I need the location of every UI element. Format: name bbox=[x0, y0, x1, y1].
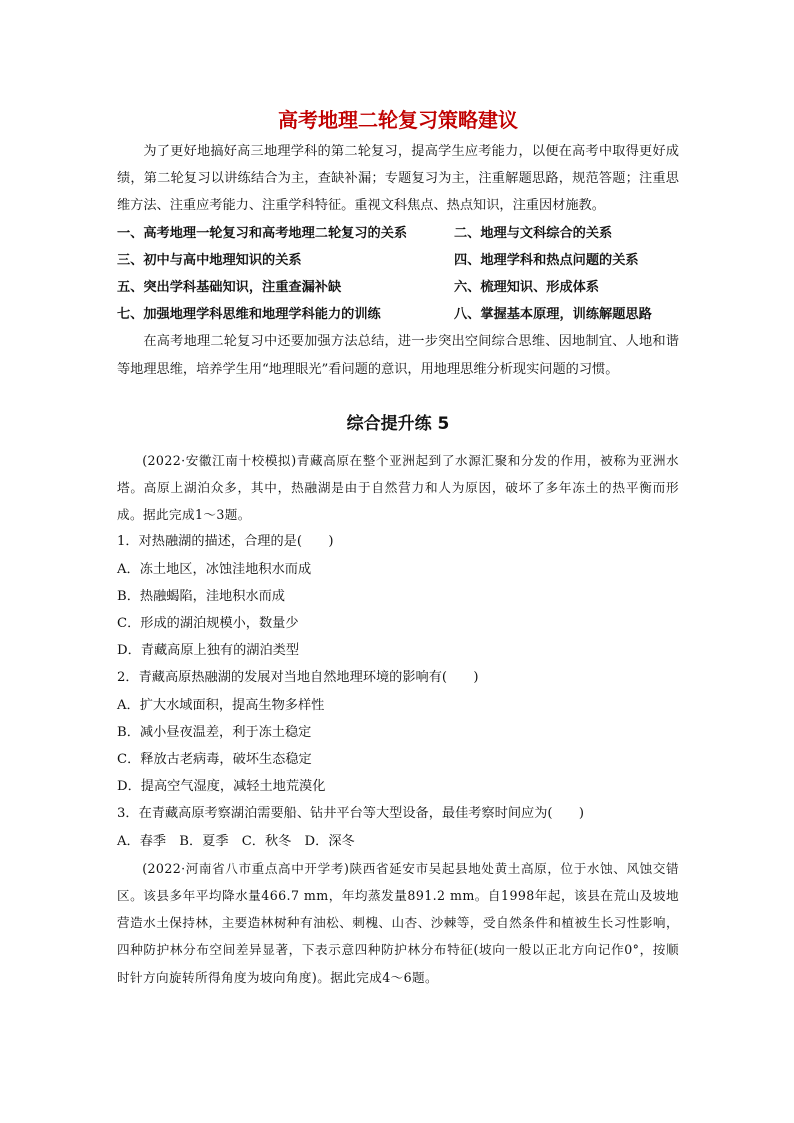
question-stem-2: (2022·河南省八市重点高中开学考)陕西省延安市吴起县地处黄土高原，位于水蚀、风蚀交错区。该县多年平均降水量466.7 mm，年均蒸发量891.2 mm。自1998年起，该县在荒山及坡地营造水土保持林，主要造林树种有油松、刺槐、山杏、沙棘等，受自然条件和植被生长习性影响，四种防护林分布空间差异显著，下表示意四种防护林分布特征(坡向一般以正北方向记作0°，按顺时针方向旋转所得角度为坡向角度)。据此完成4～6题。 bbox=[117, 860, 679, 985]
option: D．提高空气湿度，减轻土地荒漠化 bbox=[117, 779, 326, 795]
option: B．热融蝎陷，洼地积水而成 bbox=[117, 588, 285, 604]
exercise-title: 综合提升练 5 bbox=[346, 413, 450, 434]
key-point: 八、掌握基本原理，训练解题思路 bbox=[454, 307, 652, 323]
page-content bbox=[117, 98, 679, 991]
strategy-title: 高考地理二轮复习策略建议 bbox=[278, 108, 518, 132]
option: B．减小昼夜温差，利于冻土稳定 bbox=[117, 724, 312, 740]
key-point: 二、地理与文科综合的关系 bbox=[454, 225, 613, 241]
key-point: 五、突出学科基础知识，注重查漏补缺 bbox=[117, 280, 342, 296]
option: A．扩大水域面积，提高生物多样性 bbox=[117, 697, 325, 713]
option: C．释放古老病毒，破坏生态稳定 bbox=[117, 752, 312, 768]
key-point: 四、地理学科和热点问题的关系 bbox=[454, 252, 639, 268]
question-3: 3．在青藏高原考察湖泊需要船、钻井平台等大型设备，最佳考察时间应为( ) bbox=[117, 806, 585, 822]
intro-paragraph: 为了更好地搞好高三地理学科的第二轮复习，提高学生应考能力，以便在高考中取得更好成绩，第二轮复习以讲练结合为主，查缺补漏；专题复习为主，注重解题思路，规范答题；注重思维方法、注重应考能力、注重学科特征。重视文科焦点、热点知识，注重因材施教。 bbox=[117, 144, 679, 214]
key-point: 七、加强地理学科思维和地理学科能力的训练 bbox=[117, 307, 381, 323]
key-point: 一、高考地理一轮复习和高考地理二轮复习的关系 bbox=[117, 225, 408, 241]
closing-paragraph: 在高考地理二轮复习中还要加强方法总结，进一步突出空间综合思维、因地制宜、人地和谐等地理思维，培养学生用“地理眼光”看问题的意识，用地理思维分析现实问题的习惯。 bbox=[117, 334, 679, 377]
key-point: 三、初中与高中地理知识的关系 bbox=[117, 252, 302, 268]
option: C．形成的湖泊规模小，数量少 bbox=[117, 616, 299, 632]
key-points-list bbox=[117, 220, 679, 329]
option: A．冻土地区，冰蚀洼地积水而成 bbox=[117, 561, 312, 577]
option: D．青藏高原上独有的湖泊类型 bbox=[117, 643, 300, 659]
question-1: 1．对热融湖的描述，合理的是( ) bbox=[117, 534, 334, 550]
options-line: A．春季 B．夏季 C．秋冬 D．深冬 bbox=[117, 833, 355, 849]
key-point: 六、梳理知识、形成体系 bbox=[454, 280, 600, 296]
question-stem-1: (2022·安徽江南十校模拟)青藏高原在整个亚洲起到了水源汇聚和分发的作用，被称为亚洲水塔。高原上湖泊众多，其中，热融湖是由于自然营力和人为原因，破坏了多年冻土的热平衡而形成。据此完成1～3题。 bbox=[117, 452, 679, 523]
question-2: 2．青藏高原热融湖的发展对当地自然地理环境的影响有( ) bbox=[117, 670, 479, 686]
